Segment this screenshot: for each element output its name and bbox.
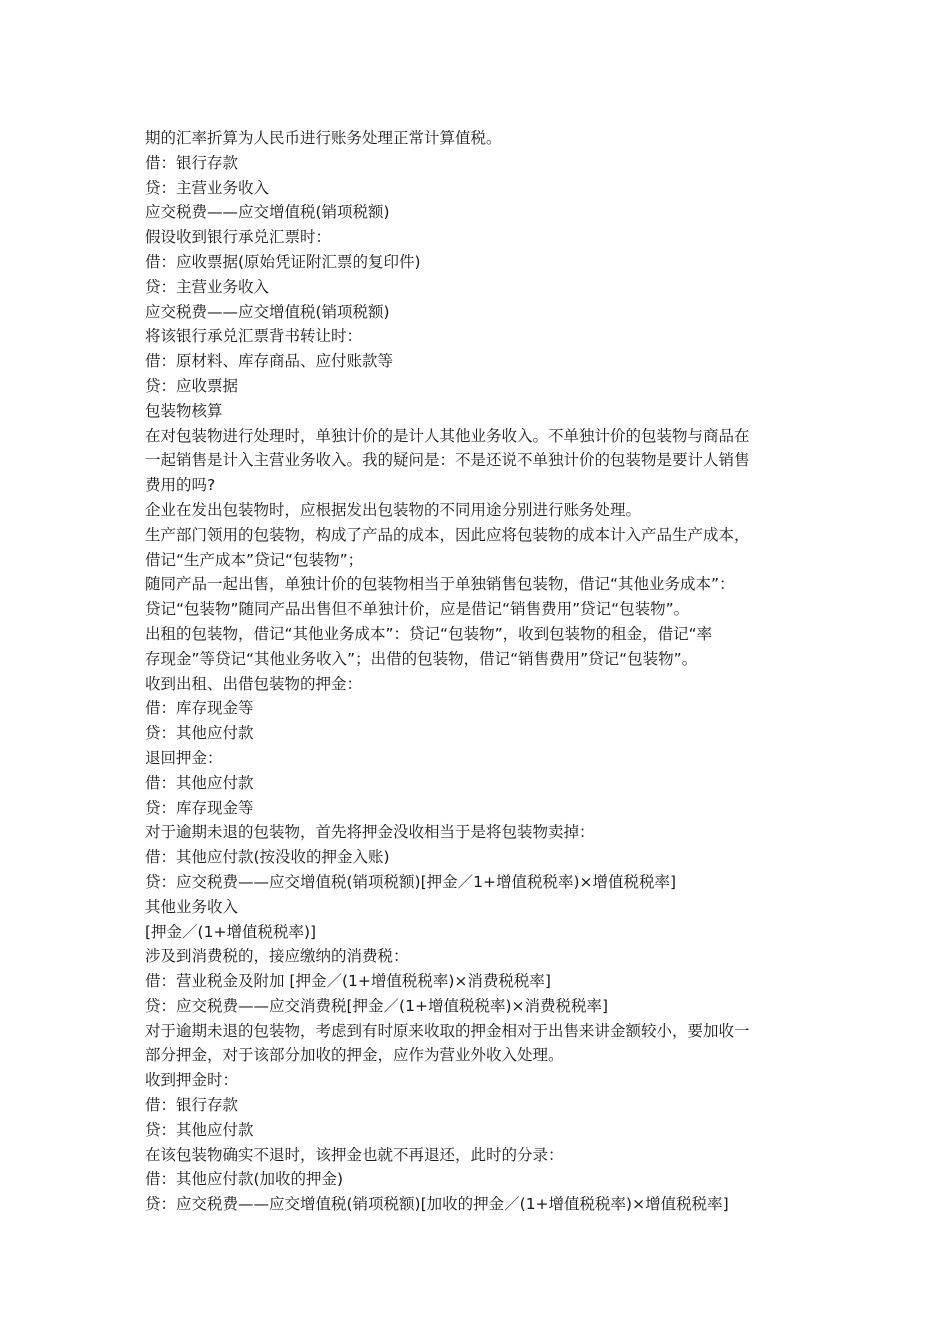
text-line: 借：营业税金及附加 [押金／(1+增值税税率)×消费税税率] [145, 972, 551, 991]
text-line: 贷：其他应付款 [145, 724, 254, 743]
document-body [145, 126, 805, 1217]
text-line: 贷：应收票据 [145, 376, 239, 395]
text-line: 借：其他应付款(按没收的押金入账) [145, 848, 390, 867]
text-line: 一起销售是计入主营业务收入。我的疑问是：不是还说不单独计价的包装物是要计人销售 [145, 451, 750, 470]
text-line: 出租的包装物，借记“其他业务成本”：贷记“包装物”，收到包装物的租金，借记“率 [145, 624, 713, 643]
text-line: 借：原材料、库存商品、应付账款等 [145, 352, 394, 371]
text-line: 费用的吗? [145, 476, 216, 495]
text-line: 生产部门领用的包装物，构成了产品的成本，因此应将包装物的成本计入产品生产成本， [145, 525, 750, 544]
text-line: 在对包装物进行处理时，单独计价的是计人其他业务收入。不单独计价的包装物与商品在 [145, 426, 750, 445]
text-line: 贷：主营业务收入 [145, 178, 270, 197]
text-line: 贷：其他应付款 [145, 1120, 254, 1139]
text-line: 将该银行承兑汇票背书转让时： [145, 327, 363, 346]
text-line: 借：银行存款 [145, 153, 239, 172]
text-line: 退回押金： [145, 748, 223, 767]
text-line: 贷：主营业务收入 [145, 277, 270, 296]
text-line: 借：库存现金等 [145, 699, 254, 718]
text-line: 对于逾期未退的包装物，考虑到有时原来收取的押金相对于出售来讲金额较小，要加收一 [145, 1021, 750, 1040]
text-line: 涉及到消费税的，接应缴纳的消费税： [145, 947, 409, 966]
text-line: [押金／(1+增值税税率)] [145, 922, 317, 941]
text-line: 随同产品一起出售，单独计价的包装物相当于单独销售包装物，借记“其他业务成本”： [145, 575, 735, 594]
text-line: 应交税费——应交增值税(销项税额) [145, 302, 390, 321]
text-line: 贷：应交税费——应交增值税(销项税额)[押金／1+增值税税率)×增值税税率] [145, 872, 677, 891]
text-line: 贷记“包装物”随同产品出售但不单独计价，应是借记“销售费用”贷记“包装物”。 [145, 600, 690, 619]
text-line: 贷：应交税费——应交消费税[押金／(1+增值税税率)×消费税税率] [145, 996, 609, 1015]
text-line: 借：其他应付款(加收的押金) [145, 1170, 344, 1189]
text-line: 假设收到银行承兑汇票时： [145, 228, 332, 247]
text-line: 期的汇率折算为人民币进行账务处理正常计算值税。 [145, 129, 502, 147]
text-line: 借：银行存款 [145, 1096, 239, 1115]
text-line: 贷：库存现金等 [145, 798, 254, 817]
text-line: 对于逾期未退的包装物，首先将押金没收相当于是将包装物卖掉： [145, 823, 595, 842]
section-heading: 包装物核算 [145, 401, 223, 420]
text-line: 存现金”等贷记“其他业务收入”；出借的包装物，借记“销售费用”贷记“包装物”。 [145, 649, 698, 668]
text-line: 借记“生产成本”贷记“包装物”； [145, 550, 364, 569]
text-line: 企业在发出包装物时，应根据发出包装物的不同用途分别进行账务处理。 [145, 500, 642, 519]
text-line: 部分押金，对于该部分加收的押金，应作为营业外收入处理。 [145, 1046, 564, 1065]
text-line: 借：应收票据(原始凭证附汇票的复印件) [145, 252, 421, 271]
text-line: 其他业务收入 [145, 897, 239, 916]
text-line: 收到押金时： [145, 1071, 239, 1090]
text-line: 收到出租、出借包装物的押金： [145, 674, 363, 693]
text-line: 贷：应交税费——应交增值税(销项税额)[加收的押金／(1+增值税税率)×增值税税率] [145, 1195, 729, 1214]
text-line: 应交税费——应交增值税(销项税额) [145, 203, 390, 222]
text-line: 在该包装物确实不退时，该押金也就不再退还，此时的分录： [145, 1145, 564, 1164]
text-line: 借：其他应付款 [145, 773, 254, 792]
